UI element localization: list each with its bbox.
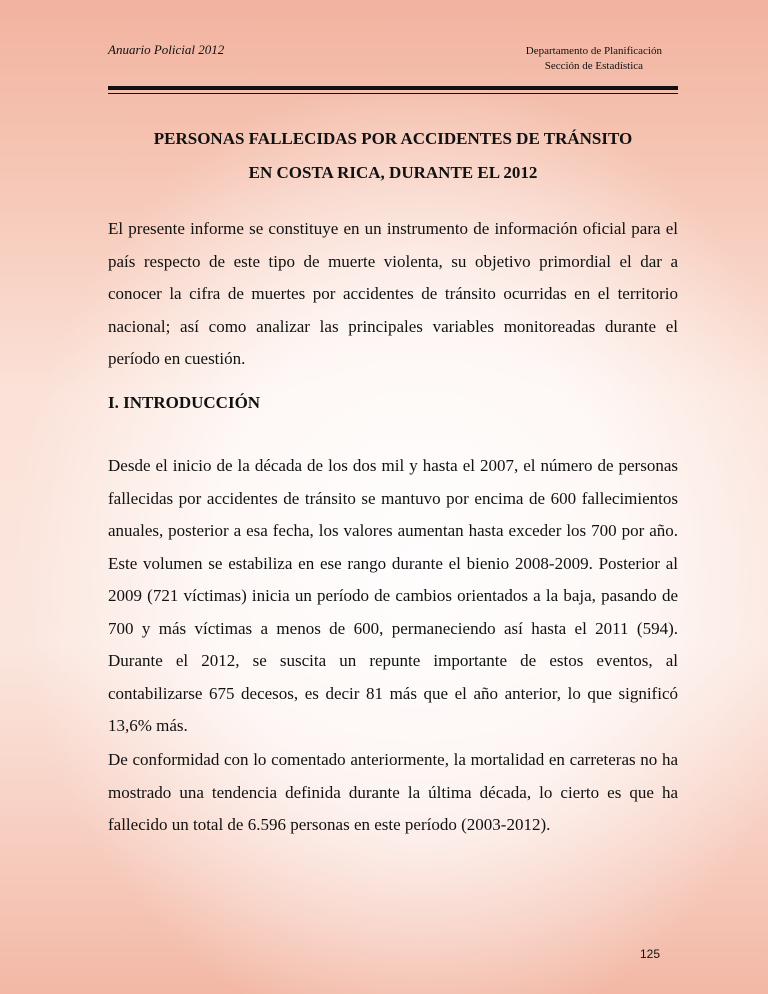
header-department [526, 44, 662, 74]
header-divider-thin [108, 93, 678, 94]
document-title-line-1: PERSONAS FALLECIDAS POR ACCIDENTES DE TRÁNSITO [153, 129, 633, 148]
section-heading: I. INTRODUCCIÓN [108, 393, 261, 412]
header-divider-thick [108, 86, 678, 90]
document-title-line-2: EN COSTA RICA, DURANTE EL 2012 [248, 163, 538, 182]
header-department-line: Departamento de Planificación [525, 45, 662, 57]
body-paragraph-2: De conformidad con lo comentado anteriormente, la mortalidad en carreteras no ha mostrado una tendencia definida durante la última década, lo cierto es que ha fallecido un total de 6.596 personas en este período (2003-2012). [108, 750, 678, 834]
document-title [108, 122, 678, 190]
header-publication-title: Anuario Policial 2012 [108, 42, 225, 57]
intro-paragraph: El presente informe se constituye en un instrumento de información oficial para el país respecto de este tipo de muerte violenta, su objetivo primordial el dar a conocer la cifra de muertes por accidentes de tránsito ocurridas en el territorio nacional; así como analizar las principales variables monitoreadas durante el período en cuestión. [108, 219, 678, 368]
header-section-line: Sección de Estadística [544, 60, 644, 72]
page-number: 125 [640, 947, 661, 961]
body-paragraph-1: Desde el inicio de la década de los dos mil y hasta el 2007, el número de personas fallecidas por accidentes de tránsito se mantuvo por encima de 600 fallecimientos anuales, posterior a esa fecha, los valores aumentan hasta exceder los 700 por año. Este volumen se estabiliza en ese rango durante el bienio 2008-2009. Posterior al 2009 (721 víctimas) inicia un período de cambios orientados a la baja, pasando de 700 y más víctimas a menos de 600, permaneciendo así hasta el 2011 (594). Durante el 2012, se suscita un repunte importante de estos eventos, al contabilizarse 675 decesos, es decir 81 más que el año anterior, lo que significó 13,6% más. [108, 456, 678, 735]
